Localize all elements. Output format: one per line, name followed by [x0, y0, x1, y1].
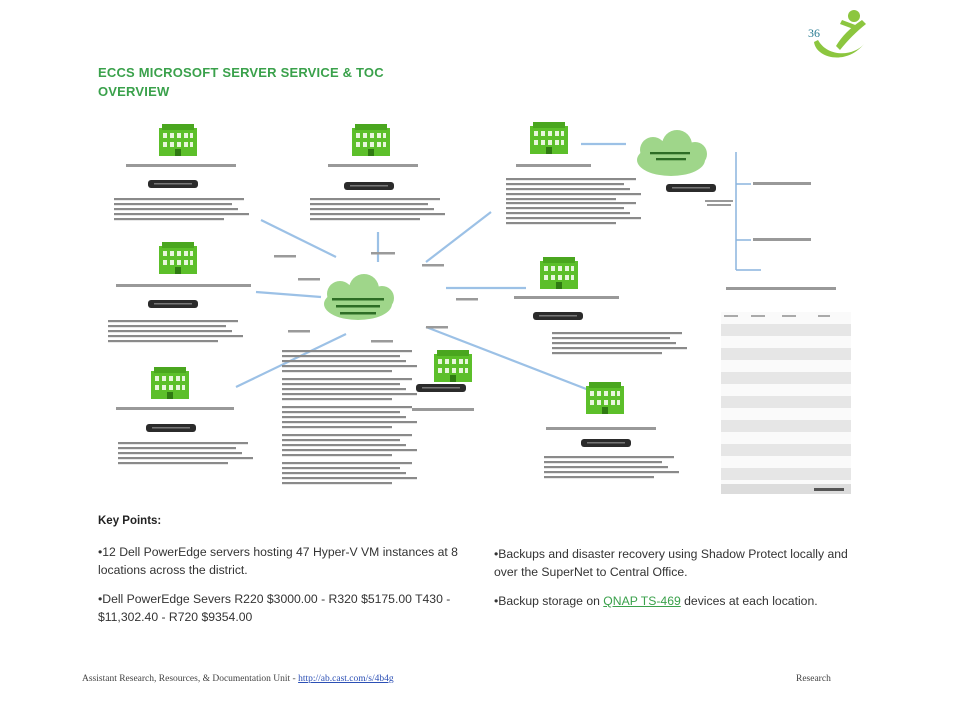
bullet-servers: •12 Dell PowerEdge servers hosting 47 Hyper-V VM instances at 8 locations across the district. [98, 545, 458, 577]
network-diagram [96, 112, 861, 500]
footer-right: Research [796, 674, 831, 684]
bullet-storage [494, 592, 854, 610]
bullet-storage-post: devices at each location. [680, 594, 818, 608]
page-number: 36 [808, 26, 820, 40]
title-line-1: ECCS MICROSOFT SERVER SERVICE & TOC [98, 65, 384, 80]
qnap-link[interactable]: QNAP TS-469 [603, 594, 681, 608]
footer-link[interactable]: http://ab.cast.com/s/4b4g [298, 674, 394, 684]
page-title [98, 63, 384, 101]
bullet-backups: •Backups and disaster recovery using Shadow Protect locally and over the SuperNet to Central Office. [494, 547, 848, 579]
footer-text: Assistant Research, Resources, & Documentation Unit - [82, 674, 299, 684]
title-line-2: OVERVIEW [98, 84, 170, 99]
bullet-prices: •Dell PowerEdge Severs R220 $3000.00 - R320 $5175.00 T430 - $11,302.40 - R720 $9354.00 [98, 592, 451, 624]
footer [82, 674, 394, 684]
bullet-storage-pre: •Backup storage on [494, 594, 604, 608]
key-points-heading: Key Points: [98, 515, 162, 527]
